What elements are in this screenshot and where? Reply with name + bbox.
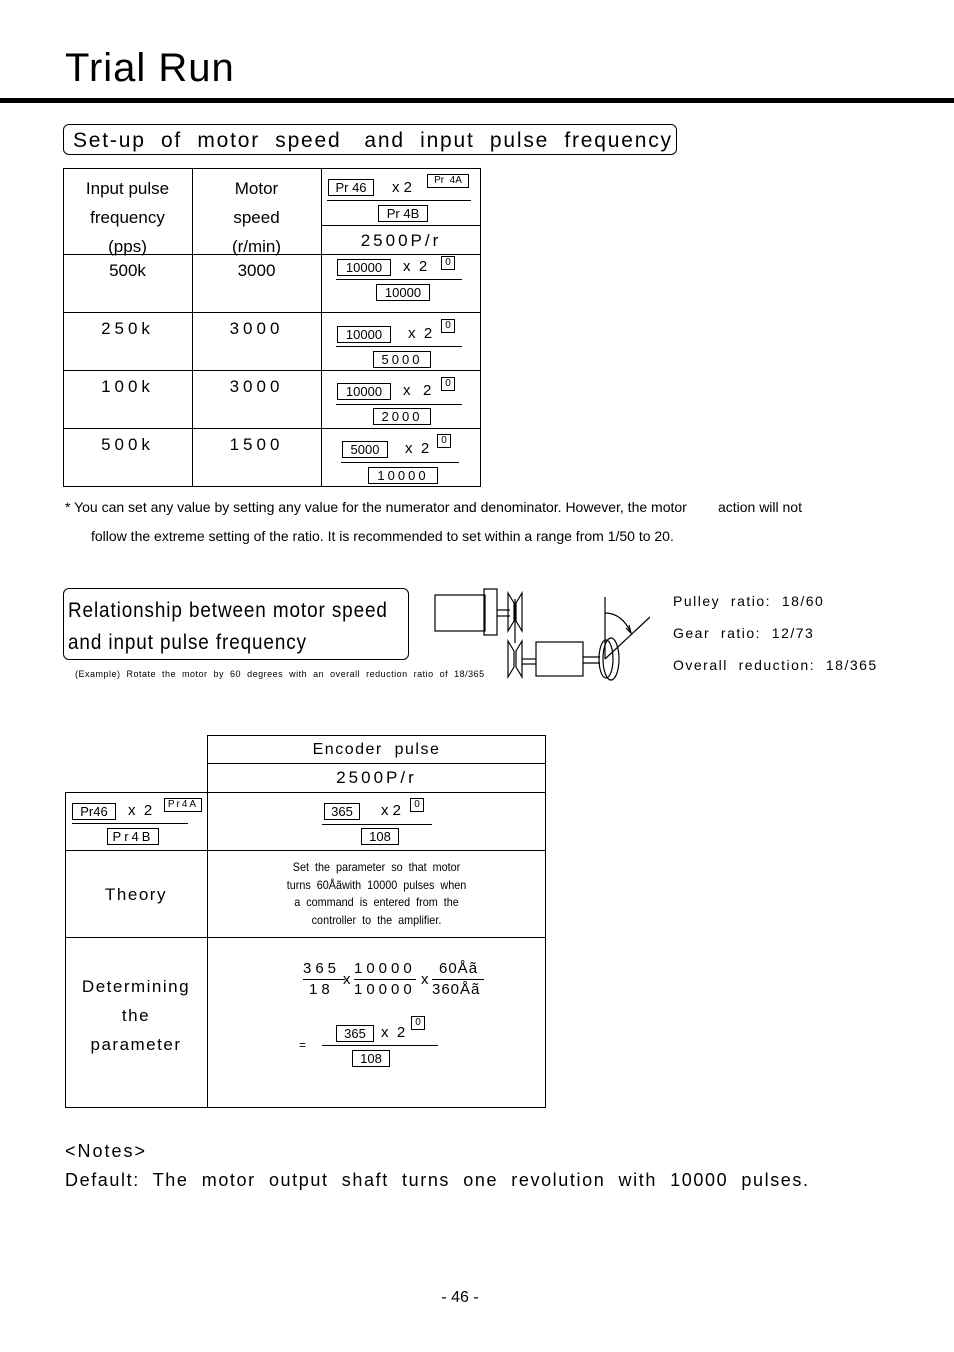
motor-flange xyxy=(484,589,497,635)
param-pr4a-t2: Pr4A xyxy=(164,798,202,812)
header-motor-speed: Motor speed (r/min) xyxy=(231,179,282,256)
row3-speed: 3000 xyxy=(229,377,284,396)
theory-line-3: a command is entered from the xyxy=(294,895,459,909)
overall-reduction: Overall reduction: 18/365 xyxy=(673,657,878,673)
calc-f2-den: 10000 xyxy=(354,981,416,998)
row4-num: 5000 xyxy=(342,441,388,458)
encoder-resolution: 2500P/r xyxy=(360,231,442,250)
theory-text xyxy=(207,859,546,929)
row4-exp: 0 xyxy=(437,434,451,448)
t2-value-mult: x 2 xyxy=(381,802,402,819)
notes-text: Default: The motor output shaft turns one revolution with 10000 pulses. xyxy=(65,1170,810,1190)
theory-line-2: turns 60Åãwith 10000 pulses when xyxy=(286,877,467,892)
section-heading-setup: Set-up of motor speed and input pulse frequency xyxy=(63,124,677,155)
motor-pulley-diagram xyxy=(430,585,650,685)
row3-den: 2000 xyxy=(373,408,431,425)
calc-x1: x xyxy=(343,971,351,988)
calc-f3-num: 60Åã xyxy=(439,960,479,977)
result-num: 365 xyxy=(336,1025,374,1042)
table-note-line1: * You can set any value by setting any value for the numerator and denominator. However, the motor action will not xyxy=(65,499,802,515)
row2-den: 5000 xyxy=(373,351,431,368)
calc-f1-num: 365 xyxy=(303,960,341,977)
page-title: Trial Run xyxy=(65,46,235,90)
row1-mult: x 2 xyxy=(403,258,428,275)
theory-line-4: controller to the amplifier. xyxy=(311,912,442,927)
row4-freq: 500k xyxy=(101,435,154,454)
param-pr4a: Pr 4A xyxy=(427,174,469,188)
param-pr4b-t2: Pr4B xyxy=(107,828,159,845)
determining-line-3: parameter xyxy=(90,1035,182,1054)
row2-exp: 0 xyxy=(441,319,455,333)
section2-heading-line1: Relationship between motor speed xyxy=(68,599,388,622)
row2-freq: 250k xyxy=(101,319,154,338)
t2-value-exp: 0 xyxy=(410,798,424,812)
result-equals: = xyxy=(299,1038,307,1052)
row1-exp: 0 xyxy=(441,256,455,270)
header-input-pulse: Input pulse frequency (pps) xyxy=(85,179,170,256)
row1-num: 10000 xyxy=(337,259,391,276)
t2-mult: x 2 xyxy=(128,802,153,819)
row4-speed: 1500 xyxy=(229,435,284,454)
determining-label xyxy=(65,972,207,1059)
row2-num: 10000 xyxy=(337,326,391,343)
result-mult: x 2 xyxy=(381,1024,406,1041)
gear-ratio: Gear ratio: 12/73 xyxy=(673,625,815,641)
section2-heading-line2: and input pulse frequency xyxy=(68,631,307,654)
row3-freq: 100k xyxy=(101,377,154,396)
param-pr46-t2: Pr46 xyxy=(72,803,116,820)
encoder-pulse-value: 2500P/r xyxy=(336,768,417,787)
calc-f2-num: 10000 xyxy=(354,960,416,977)
pulley-ratio: Pulley ratio: 18/60 xyxy=(673,593,825,609)
table-note-line2: follow the extreme setting of the ratio. It is recommended to set within a range from 1/50 to 20. xyxy=(91,528,674,544)
row1-speed: 3000 xyxy=(237,261,276,280)
t2-value-den: 108 xyxy=(361,828,399,845)
motor-body xyxy=(435,595,485,631)
theory-label: Theory xyxy=(105,885,167,904)
calc-x2: x xyxy=(421,971,429,988)
row2-mult: x 2 xyxy=(408,325,433,342)
param-pr46: Pr 46 xyxy=(328,179,374,196)
title-rule xyxy=(0,98,954,103)
pulley-large xyxy=(508,641,522,677)
example-caption: (Example) Rotate the motor by 60 degrees with an overall reduction ratio of 18/365 xyxy=(75,669,485,679)
row3-mult: x 2 xyxy=(403,382,432,399)
row1-den: 10000 xyxy=(376,284,430,301)
result-exp: 0 xyxy=(411,1016,425,1030)
gearbox xyxy=(536,642,583,676)
determining-line-2: the xyxy=(121,1006,151,1025)
t2-value-num: 365 xyxy=(324,803,360,820)
row3-exp: 0 xyxy=(441,377,455,391)
result-den: 108 xyxy=(352,1050,390,1067)
row3-num: 10000 xyxy=(337,383,391,400)
row4-den: 10000 xyxy=(368,467,438,484)
theory-line-1: Set the parameter so that motor xyxy=(292,860,461,874)
section-heading-relationship xyxy=(63,588,409,660)
determining-line-1: Determining xyxy=(81,977,191,996)
encoder-pulse-label: Encoder pulse xyxy=(312,741,441,758)
notes-heading: <Notes> xyxy=(65,1141,148,1161)
param-pr4b: Pr 4B xyxy=(378,205,428,222)
formula-mult: x 2 xyxy=(392,179,413,196)
row1-freq: 500k xyxy=(109,261,146,280)
calc-f3-den: 360Åã xyxy=(432,981,481,998)
calc-f1-den: 18 xyxy=(309,981,334,998)
page-number: - 46 - xyxy=(441,1289,479,1306)
row4-mult: x 2 xyxy=(405,440,430,457)
row2-speed: 3000 xyxy=(229,319,284,338)
